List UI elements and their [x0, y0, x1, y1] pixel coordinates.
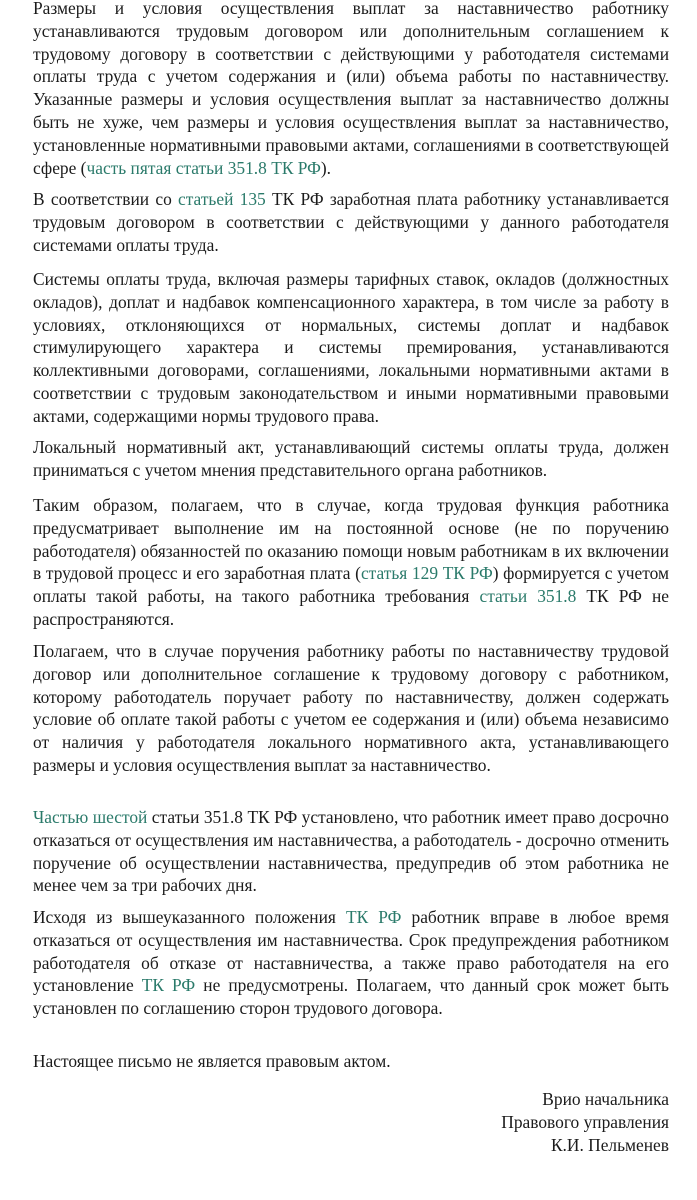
paragraph-mentoring-payments [33, 0, 669, 179]
paragraph-text: Полагаем, что в случае поручения работнику работы по наставничеству трудовой договор или дополнительное соглашение к трудовому договору с работником, которому работодатель поручает работу по наставничеству, должен содержать условие об оплате такой работы с учетом ее содержания и (или) объема независимо от наличия у работодателя локального нормативного акта, устанавливающего размеры и условия осуществления выплат за наставничество. [33, 641, 669, 775]
paragraph-text: статьи 351.8 ТК РФ установлено, что работник имеет право досрочно отказаться от осуществления им наставничества, а работодатель - досрочно отменить поручение об осуществлении наставничества, предупредив об этом работника не менее чем за три рабочих дня. [33, 807, 669, 896]
link-labor-code[interactable]: ТК РФ [141, 975, 196, 996]
paragraph-payment-systems [33, 268, 669, 428]
paragraph-text: ) формируется с учетом оплаты такой работы, на такого работника требования [33, 563, 670, 607]
paragraph-text: не предусмотрены. Полагаем, что данный срок может быть установлен по соглашению сторон трудового договора. [33, 975, 669, 1019]
paragraph-text: ). [320, 157, 332, 178]
paragraph-contract-condition [33, 640, 669, 777]
link-article-135[interactable]: статьей 135 [178, 189, 266, 209]
paragraph-text: Локальный нормативный акт, устанавливающий системы оплаты труда, должен приниматься с учетом мнения представительного органа работников. [33, 437, 669, 480]
paragraph-disclaimer [33, 1050, 669, 1073]
signature-name: К.И. Пельменев [550, 1135, 669, 1155]
paragraph-text: Системы оплаты труда, включая размеры тарифных ставок, окладов (должностных окладов), доплат и надбавок компенсационного характера, в том числе за работу в условиях, отклоняющихся от нормальных, системы доплат и надбавок стимулирующего характера и системы премирования, устанавливаются коллективными договорами, соглашениями, локальными нормативными актами в соответствии с трудовым законодательством и иными нормативными правовыми актами, содержащими нормы трудового права. [33, 269, 669, 426]
link-article-351-8[interactable]: статьи 351.8 [479, 586, 577, 607]
link-article-129[interactable]: статья 129 ТК РФ [360, 563, 493, 584]
paragraph-text: Настоящее письмо не является правовым актом. [33, 1051, 391, 1071]
signature-position: Врио начальника [542, 1089, 669, 1109]
link-part-six[interactable]: Частью шестой [33, 807, 148, 827]
paragraph-text: В соответствии со [33, 189, 179, 209]
paragraph-local-act [33, 436, 669, 482]
paragraph-text: работник вправе в любое время отказаться от осуществления им наставничества. Срок предупреждения работником работодателя об отказе от наставничества, а также право работодателя на его установление [33, 907, 670, 996]
paragraph-text: ТК РФ заработная плата работнику устанавливается трудовым договором в соответствии с действующими у данного работодателя системами оплаты труда. [33, 189, 670, 255]
paragraph-early-refusal [33, 806, 669, 897]
paragraph-article-135 [33, 188, 669, 256]
paragraph-text: ТК РФ не распространяются. [33, 586, 669, 629]
paragraph-text: Исходя из вышеуказанного положения [33, 907, 346, 927]
paragraph-notice-period [33, 906, 669, 1020]
link-labor-code[interactable]: ТК РФ [345, 907, 402, 927]
paragraph-text: Размеры и условия осуществления выплат за наставничество работнику устанавливаются трудовым договором или дополнительным соглашением к трудовому договору в соответствии с действующими у работодателя системами оплаты труда с учетом содержания и (или) объема работы по наставничеству. Указанные размеры и условия осуществления выплат за наставничество должны быть не хуже, чем размеры и условия осуществления выплат за наставничество, установленные нормативными правовыми актами, соглашениями в соответствующей сфере ( [33, 0, 669, 178]
link-part-five-article-351-8[interactable]: часть пятая статьи 351.8 ТК РФ [86, 157, 321, 178]
signature-block [501, 1088, 669, 1157]
paragraph-conclusion-permanent-duty [33, 494, 669, 631]
signature-department: Правового управления [501, 1112, 669, 1132]
paragraph-text: Таким образом, полагаем, что в случае, когда трудовая функция работника предусматривает выполнение им на постоянной основе (не по поручению работодателя) обязанностей по оказанию помощи новым работникам в их включении в трудовой процесс и его заработная плата ( [33, 495, 669, 584]
